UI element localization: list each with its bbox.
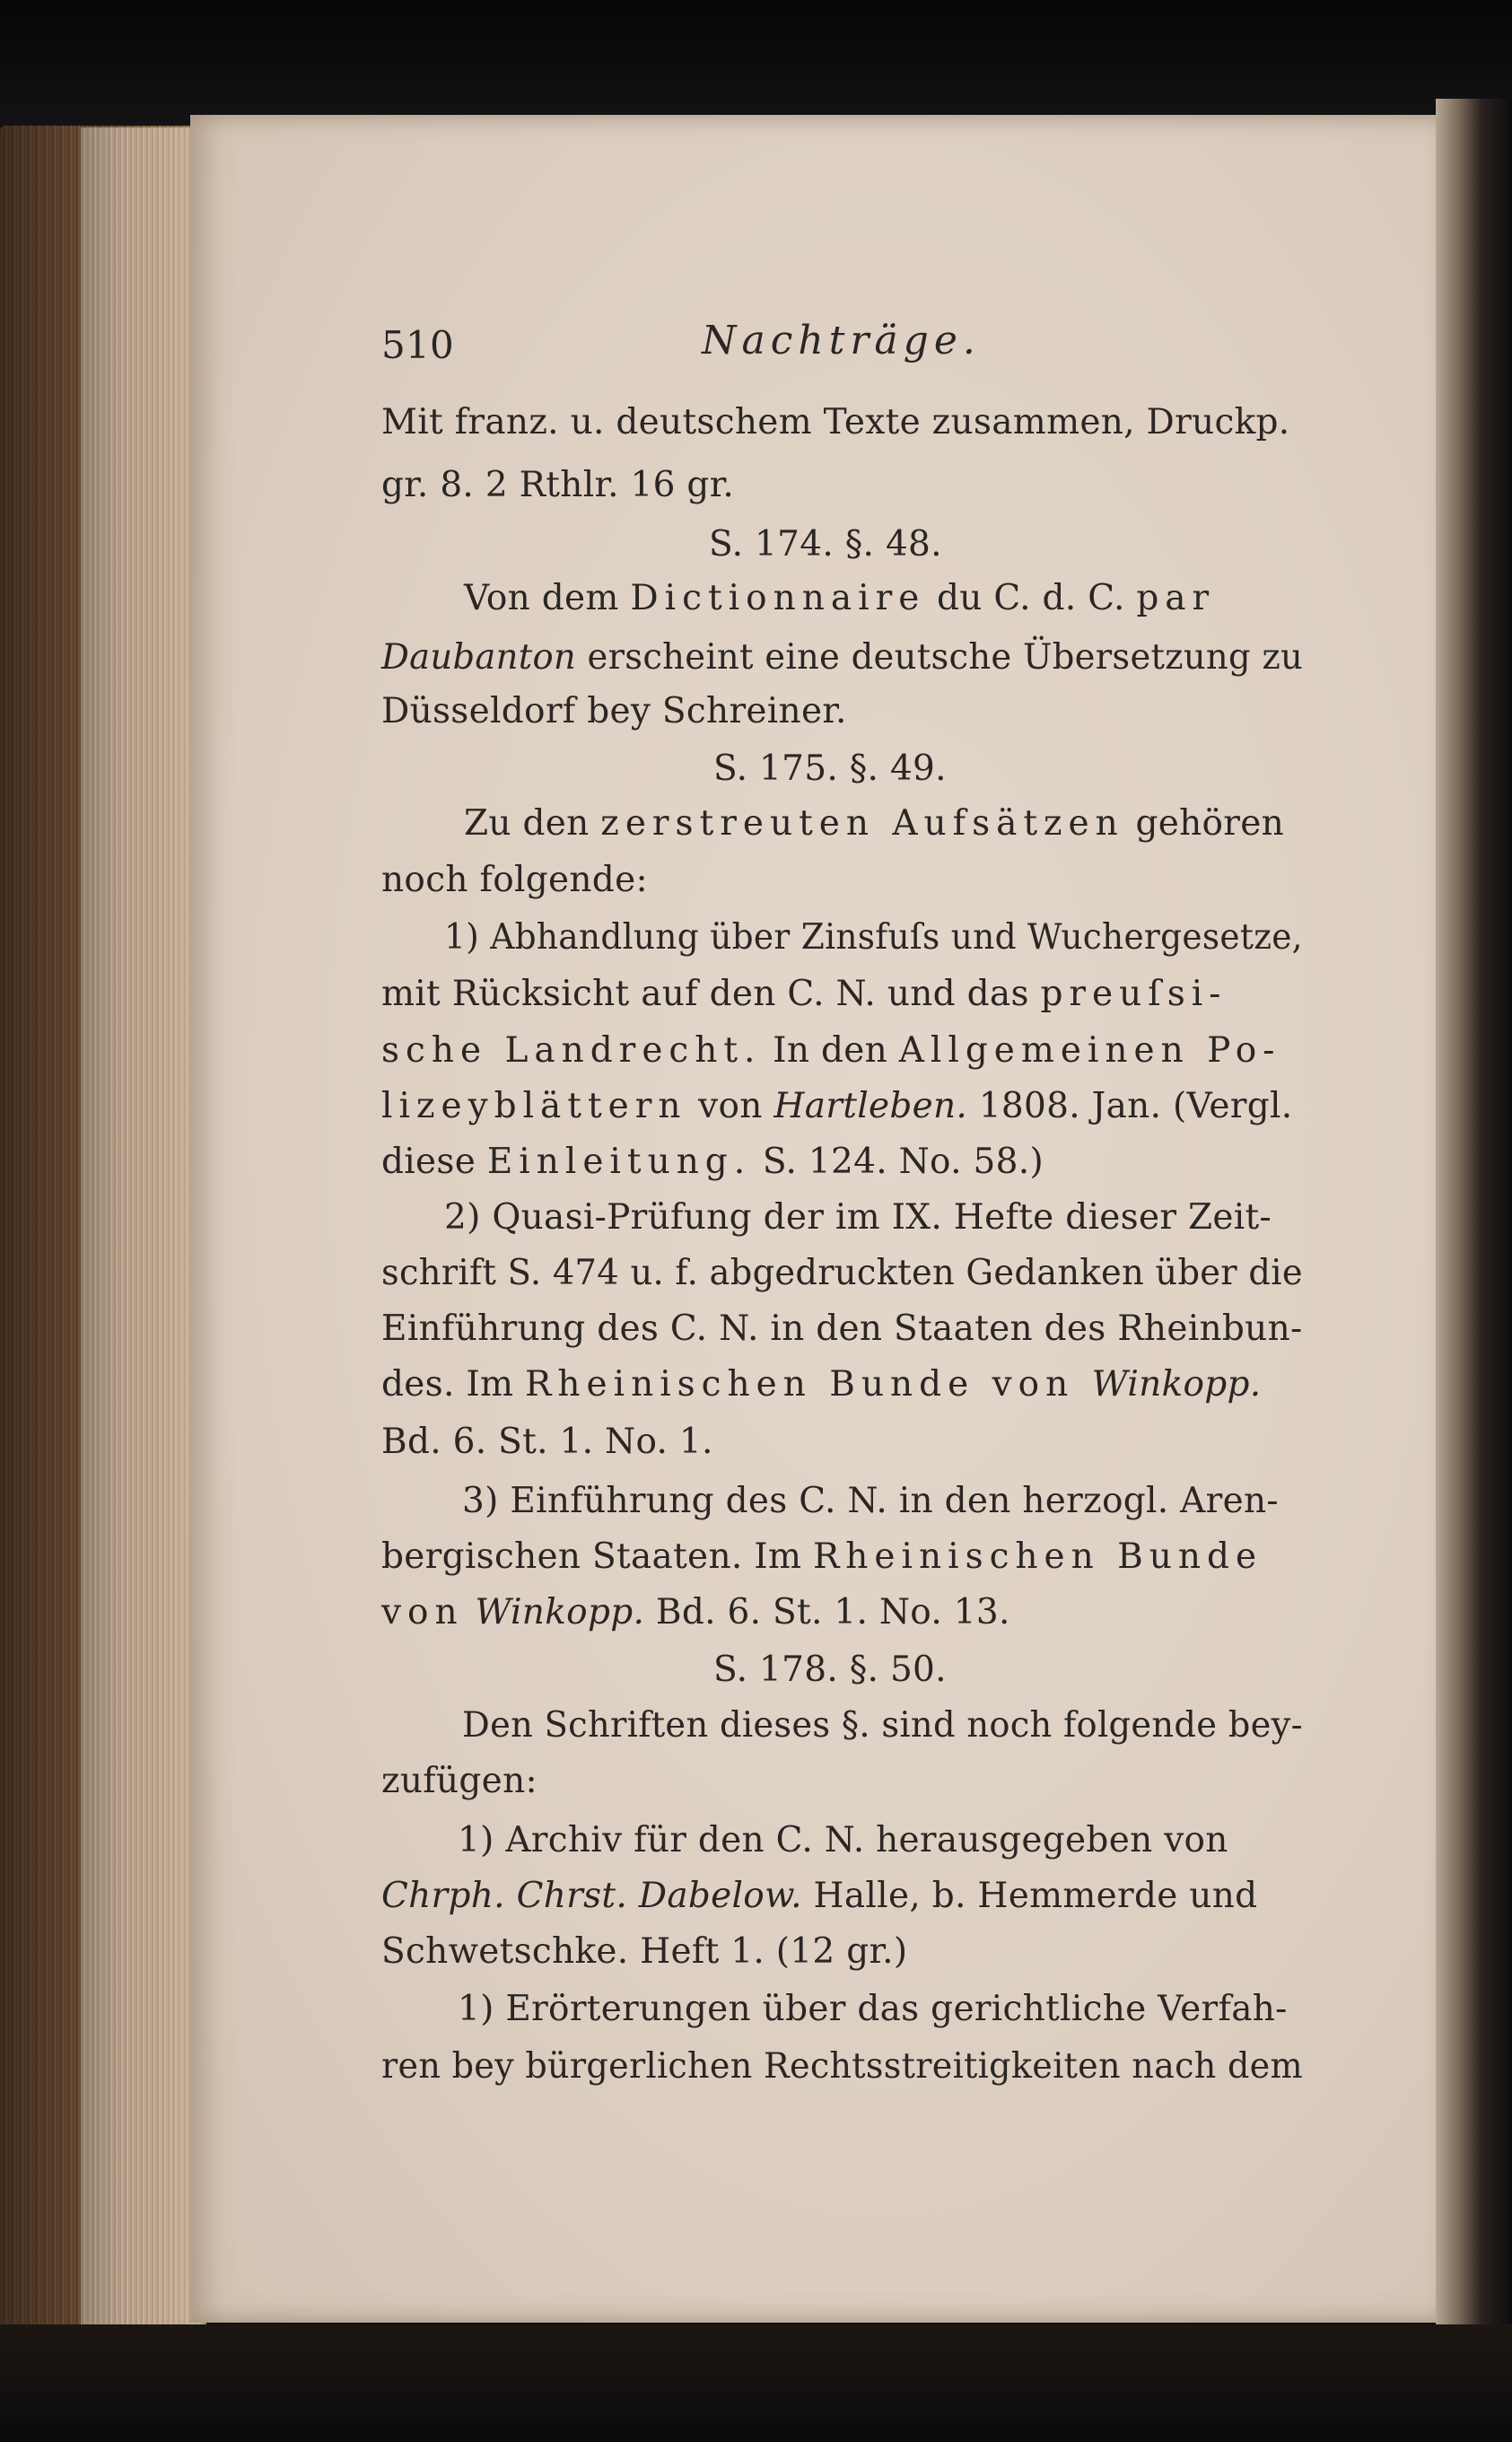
text-span: Halle, b. Hemmerde und: [801, 1876, 1258, 1916]
text-line: ren bey bürgerlichen Rechtsstreitigkeiten nach dem: [381, 2046, 1303, 2087]
text-line: Bd. 6. St. 1. No. 1.: [381, 1422, 713, 1462]
text-line: 2) Quasi-Prüfung der im IX. Hefte dieser Zeit-: [444, 1197, 1272, 1238]
text-span-spaced: preuſsi-: [1040, 974, 1228, 1014]
dark-background-bottom: [0, 2324, 1512, 2442]
text-line: zufügen:: [381, 1761, 538, 1801]
text-line: gr. 8. 2 Rthlr. 16 gr.: [381, 465, 735, 505]
text-line: 1) Abhandlung über Zinsfuſs und Wuchergesetze,: [444, 917, 1303, 958]
text-line: [381, 1592, 1010, 1632]
page-number: 510: [381, 323, 455, 367]
text-span: des. Im: [381, 1364, 526, 1405]
text-line: [464, 803, 1284, 844]
text-span: erscheint eine deutsche Übersetzung zu: [576, 637, 1304, 678]
text-line: 1) Erörterungen über das gerichtliche Verfah-: [458, 1989, 1288, 2029]
section-heading: S. 174. §. 48.: [709, 524, 942, 565]
text-line: Mit franz. u. deutschem Texte zusammen, Druckp.: [381, 402, 1290, 442]
text-span-spaced: Einleitung.: [486, 1142, 752, 1182]
text-line: Schwetschke. Heft 1. (12 gr.): [381, 1931, 908, 1972]
text-span-spaced: zerstreuten Aufsätzen: [600, 803, 1124, 844]
text-line: schrift S. 474 u. f. abgedruckten Gedanken über die: [381, 1253, 1303, 1293]
edge-shading: [0, 126, 202, 2342]
author-name: Chrph. Chrst. Dabelow.: [381, 1876, 802, 1916]
author-name: Daubanton: [381, 637, 577, 678]
text-span-spaced: lizeyblättern: [381, 1086, 687, 1126]
text-span-spaced: Rheinischen Bunde: [812, 1536, 1263, 1577]
text-line: [464, 578, 1215, 618]
text-line: [381, 637, 1303, 678]
text-span: 1808. Jan. (Vergl.: [967, 1086, 1293, 1126]
text-span-spaced: von: [381, 1592, 464, 1632]
running-head: Nachträge.: [702, 318, 981, 363]
text-line: [381, 1086, 1292, 1126]
text-line: noch folgende:: [381, 860, 648, 900]
text-span: von: [686, 1086, 774, 1126]
text-line: [381, 1876, 1257, 1916]
section-heading: S. 178. §. 50.: [713, 1650, 947, 1690]
author-name: Winkopp.: [463, 1592, 645, 1632]
text-span: S. 124. No. 58.): [751, 1142, 1044, 1182]
text-span: bergischen Staaten. Im: [381, 1536, 813, 1577]
text-line: Den Schriften dieses §. sind noch folgende bey-: [462, 1705, 1303, 1746]
text-line: Einführung des C. N. in den Staaten des Rheinbun-: [381, 1309, 1303, 1349]
text-span: Bd. 6. St. 1. No. 13.: [644, 1592, 1010, 1632]
text-line: [381, 1536, 1263, 1577]
text-span: mit Rücksicht auf den C. N. und das: [381, 974, 1041, 1014]
text-line: [381, 974, 1227, 1014]
text-span-spaced: Dictionnaire: [630, 578, 926, 618]
text-span: Von dem: [464, 578, 631, 618]
text-span-spaced: Rheinischen Bunde: [525, 1364, 975, 1405]
text-span: gehören: [1123, 803, 1285, 844]
text-span: diese: [381, 1142, 487, 1182]
author-name: Hartleben.: [773, 1086, 968, 1126]
text-span: Zu den: [464, 803, 601, 844]
book-gutter: [1436, 99, 1512, 2342]
text-line: [381, 1364, 1261, 1405]
text-span-spaced: von: [974, 1364, 1092, 1405]
author-name: Winkopp.: [1091, 1364, 1262, 1405]
section-heading: S. 175. §. 49.: [713, 748, 947, 789]
text-line: 1) Archiv für den C. N. herausgegeben von: [458, 1820, 1228, 1860]
text-line: Düsseldorf bey Schreiner.: [381, 691, 847, 731]
text-span: du C. d. C.: [925, 578, 1137, 618]
text-line: [381, 1030, 1280, 1071]
text-span-spaced: par: [1136, 578, 1216, 618]
text-span-spaced: sche Landrecht.: [381, 1030, 762, 1071]
text-span: In den: [761, 1030, 899, 1071]
text-line: [381, 1142, 1044, 1182]
text-span-spaced: Allgemeinen Po-: [898, 1030, 1281, 1071]
text-line: 3) Einführung des C. N. in den herzogl. Aren-: [462, 1481, 1279, 1521]
